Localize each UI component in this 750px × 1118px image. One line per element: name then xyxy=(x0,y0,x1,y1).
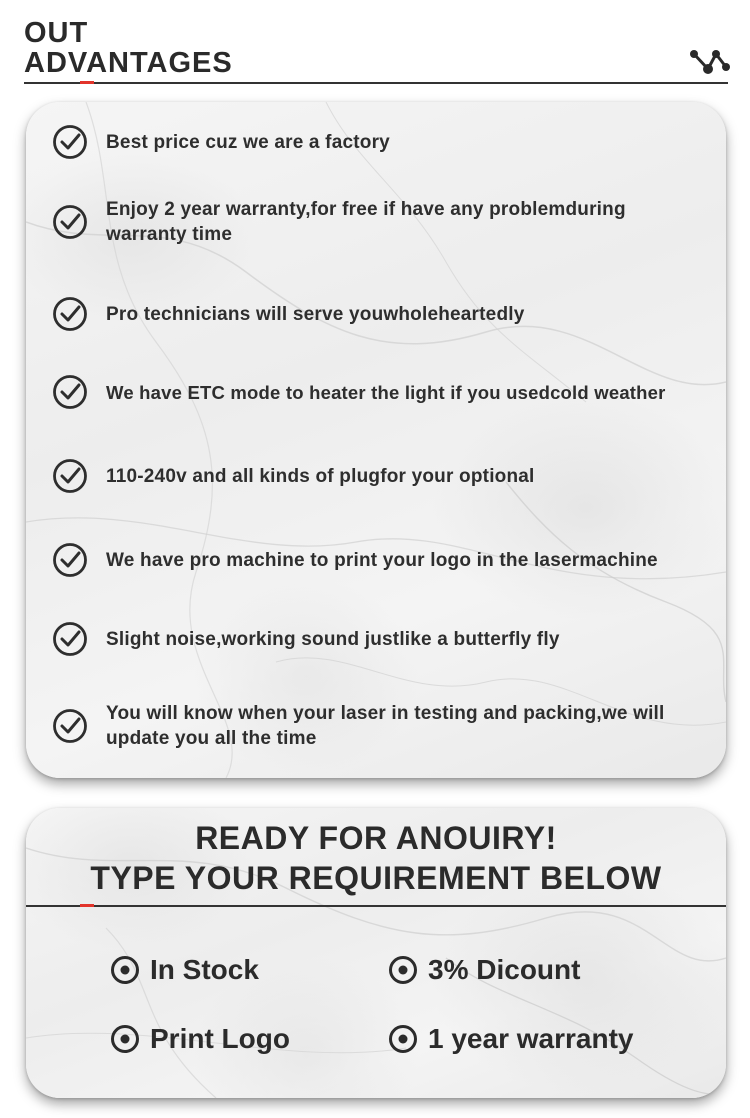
page-title-line-1: OUT xyxy=(24,17,89,49)
page-title-line-2: ADVANTAGES xyxy=(24,47,233,79)
advantage-text: We have pro machine to print your logo in the lasermachine xyxy=(106,549,658,571)
advantage-text: You will know when your laser in testing and packing,we will update you all the time xyxy=(106,703,665,749)
radio-dot-icon xyxy=(388,1024,418,1054)
advantage-item xyxy=(52,374,726,410)
check-circle-icon xyxy=(52,296,88,332)
feature-text: 1 year warranty xyxy=(428,1023,634,1054)
advantage-item xyxy=(52,458,726,494)
advantage-item xyxy=(52,197,726,247)
feature-item xyxy=(388,953,580,987)
radio-dot-icon xyxy=(110,1024,140,1054)
inquiry-card xyxy=(26,808,726,1098)
advantage-text: Pro technicians will serve youwholeheartedly xyxy=(106,303,525,325)
check-circle-icon xyxy=(52,374,88,410)
advantage-text: Slight noise,working sound justlike a butterfly fly xyxy=(106,628,560,650)
feature-text: Print Logo xyxy=(150,1023,290,1054)
advantage-text: 110-240v and all kinds of plugfor your optional xyxy=(106,465,535,487)
advantage-item xyxy=(52,296,726,332)
check-circle-icon xyxy=(52,708,88,744)
feature-item xyxy=(388,1022,633,1056)
radio-dot-icon xyxy=(110,955,140,985)
page-header xyxy=(0,0,750,100)
check-circle-icon xyxy=(52,204,88,240)
feature-item xyxy=(110,1022,290,1056)
feature-text: In Stock xyxy=(150,954,259,985)
advantage-text: Best price cuz we are a factory xyxy=(106,131,390,153)
radio-dot-icon xyxy=(388,955,418,985)
feature-item xyxy=(110,953,259,987)
advantages-card xyxy=(26,102,726,778)
inquiry-divider xyxy=(26,905,726,907)
advantage-text: Enjoy 2 year warranty,for free if have any problemduring warranty time xyxy=(106,199,626,245)
advantage-item xyxy=(52,542,726,578)
advantage-item xyxy=(52,124,726,160)
inquiry-heading: READY FOR ANOUIRY! xyxy=(195,820,557,856)
page-title xyxy=(24,18,233,78)
share-icon[interactable] xyxy=(690,42,730,76)
inquiry-subheading: TYPE YOUR REQUIREMENT BELOW xyxy=(90,860,662,896)
advantage-item xyxy=(52,621,726,657)
check-circle-icon xyxy=(52,542,88,578)
header-divider xyxy=(24,82,728,84)
check-circle-icon xyxy=(52,621,88,657)
header-divider-accent xyxy=(80,81,94,84)
advantage-item xyxy=(52,701,726,751)
check-circle-icon xyxy=(52,458,88,494)
inquiry-divider-accent xyxy=(80,904,94,907)
advantage-text: We have ETC mode to heater the light if you usedcold weather xyxy=(106,381,666,403)
check-circle-icon xyxy=(52,124,88,160)
feature-text: 3% Dicount xyxy=(428,954,581,985)
